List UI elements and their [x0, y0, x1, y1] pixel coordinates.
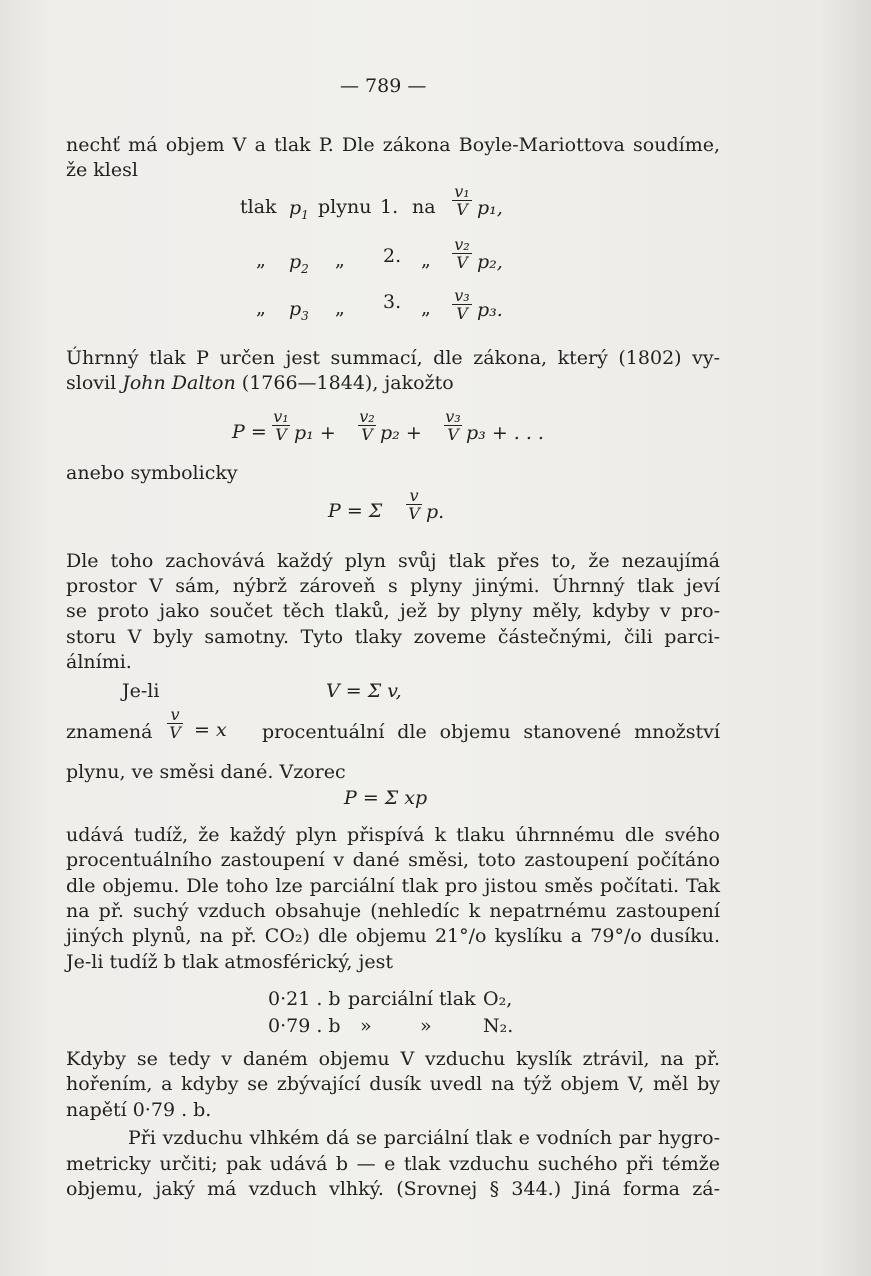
row3-na: „	[421, 297, 431, 319]
row1-mid: plynu	[318, 196, 372, 218]
row3-fraction: $\frac{\text{v₃}}{V}$	[452, 287, 472, 322]
intro-line-1: nechť má objem V a tlak P. Dle zákona Boyle-Mariottova soudíme,	[66, 134, 720, 156]
row2-p: $p_2$	[289, 251, 309, 276]
partial-n2-gas: N₂.	[483, 1015, 514, 1037]
sum-fraction-1: $\frac{\text{v₁}}{V}$	[273, 407, 289, 444]
sum-term-3: p₃ + . . .	[466, 422, 544, 444]
para3-line-1: udává tudíž, že každý plyn přispívá k tlaku úhrnnému dle svého	[66, 824, 720, 846]
row3-prefix: „	[256, 297, 266, 319]
row3-result: p₃.	[477, 299, 503, 321]
row2-prefix: „	[256, 249, 266, 271]
para3-line-3: dle objemu. Dle toho lze parciální tlak pro jistou směs počítati. Tak	[66, 875, 720, 897]
znamena-text: procentuální dle objemu stanovené množství	[262, 721, 720, 743]
partial-o2-coef: 0·21 . b	[268, 988, 341, 1010]
para4-line-2: hořením, a kdyby se zbývající dusík uvedl na týž objem V, měl by	[66, 1073, 720, 1095]
jeli-label: Je-li	[122, 680, 160, 702]
intro-line-2: že klesl	[66, 159, 138, 181]
para2-line-3: se proto jako součet těch tlaků, jež by plyny měly, kdyby v pro-	[66, 600, 720, 622]
formula-xp: P = Σ xp	[344, 787, 428, 809]
row3-p: $p_3$	[289, 298, 309, 323]
znamena-eq: = x	[194, 719, 227, 741]
para2-line-4: storu V byly samotny. Tyto tlaky zoveme částečnými, čili parci-	[66, 626, 720, 648]
dalton-line-2: slovil John Dalton (1766—1844), jakožto	[66, 372, 454, 394]
symbolic-rhs: p.	[426, 501, 445, 523]
dalton-name: John Dalton	[122, 372, 236, 394]
row1-na: na	[412, 196, 436, 218]
para4-line-1: Kdyby se tedy v daném objemu V vzduchu kyslík ztrávil, na př.	[66, 1048, 720, 1070]
dalton-line-1: Úhrnný tlak P určen jest summací, dle zákona, který (1802) vy-	[66, 347, 720, 369]
row2-fraction: $\frac{\text{v₂}}{V}$	[452, 236, 472, 271]
symbolic-lhs: P = Σ	[328, 500, 383, 522]
row1-result: p₁,	[477, 197, 503, 219]
partial-n2-coef: 0·79 . b	[268, 1015, 341, 1037]
row1-num: 1.	[380, 196, 399, 218]
row2-num: 2.	[383, 245, 402, 267]
sum-term-2: p₂ +	[380, 422, 422, 444]
symbolic-label: anebo symbolicky	[66, 462, 238, 484]
sum-term-1: p₁ +	[294, 422, 336, 444]
para5-line-3: objemu, jaký má vzduch vlhký. (Srovnej § 344.) Jiná forma zá-	[66, 1178, 720, 1200]
para2-line-1: Dle toho zachovává každý plyn svůj tlak přes to, že nezaujímá	[66, 550, 720, 572]
para5-line-2: metricky určiti; pak udává b — e tlak vzduchu suchého při témže	[66, 1153, 720, 1175]
row2-result: p₂,	[477, 251, 503, 273]
znamena-label: znamená	[66, 721, 153, 743]
row3-mid: „	[335, 297, 345, 319]
vzorec-line: plynu, ve směsi dané. Vzorec	[66, 761, 346, 783]
znamena-fraction: $\frac{v}{V}$	[167, 706, 183, 741]
para3-line-4: na př. suchý vzduch obsahuje (nehledíc k nepatrnému zastoupení	[66, 900, 720, 922]
partial-n2-text: » »	[360, 1015, 432, 1037]
sum-fraction-2: $\frac{\text{v₂}}{V}$	[359, 407, 375, 444]
row3-num: 3.	[383, 291, 402, 313]
sum-fraction-3: $\frac{\text{v₃}}{V}$	[445, 407, 461, 444]
row2-na: „	[421, 249, 431, 271]
para2-line-5: álními.	[66, 651, 132, 673]
para5-line-1: Při vzduchu vlhkém dá se parciální tlak e vodních par hygro-	[128, 1127, 720, 1149]
row1-p: $p_1$	[289, 197, 309, 222]
partial-o2-gas: O₂,	[483, 988, 513, 1010]
para3-line-2: procentuálního zastoupení v dané směsi, toto zastoupení počítáno	[66, 849, 720, 871]
symbolic-fraction: $\frac{v}{V}$	[406, 487, 422, 522]
row1-prefix: tlak	[240, 196, 277, 218]
jeli-formula: V = Σ v,	[326, 680, 402, 702]
row2-mid: „	[335, 249, 345, 271]
partial-o2-text: parciální tlak	[348, 988, 476, 1010]
para3-line-5: jiných plynů, na př. CO₂) dle objemu 21°/o kyslíku a 79°/o dusíku.	[66, 925, 720, 947]
para3-line-6: Je-li tudíž b tlak atmosférický, jest	[66, 951, 393, 973]
para4-line-3: napětí 0·79 . b.	[66, 1099, 212, 1121]
page-number: — 789 —	[340, 75, 427, 97]
formula-sum-lhs: P =	[232, 421, 267, 443]
row1-fraction: $\frac{\text{v₁}}{V}$	[452, 183, 472, 218]
para2-line-2: prostor V sám, nýbrž zároveň s plyny jinými. Úhrnný tlak jeví	[66, 575, 720, 597]
